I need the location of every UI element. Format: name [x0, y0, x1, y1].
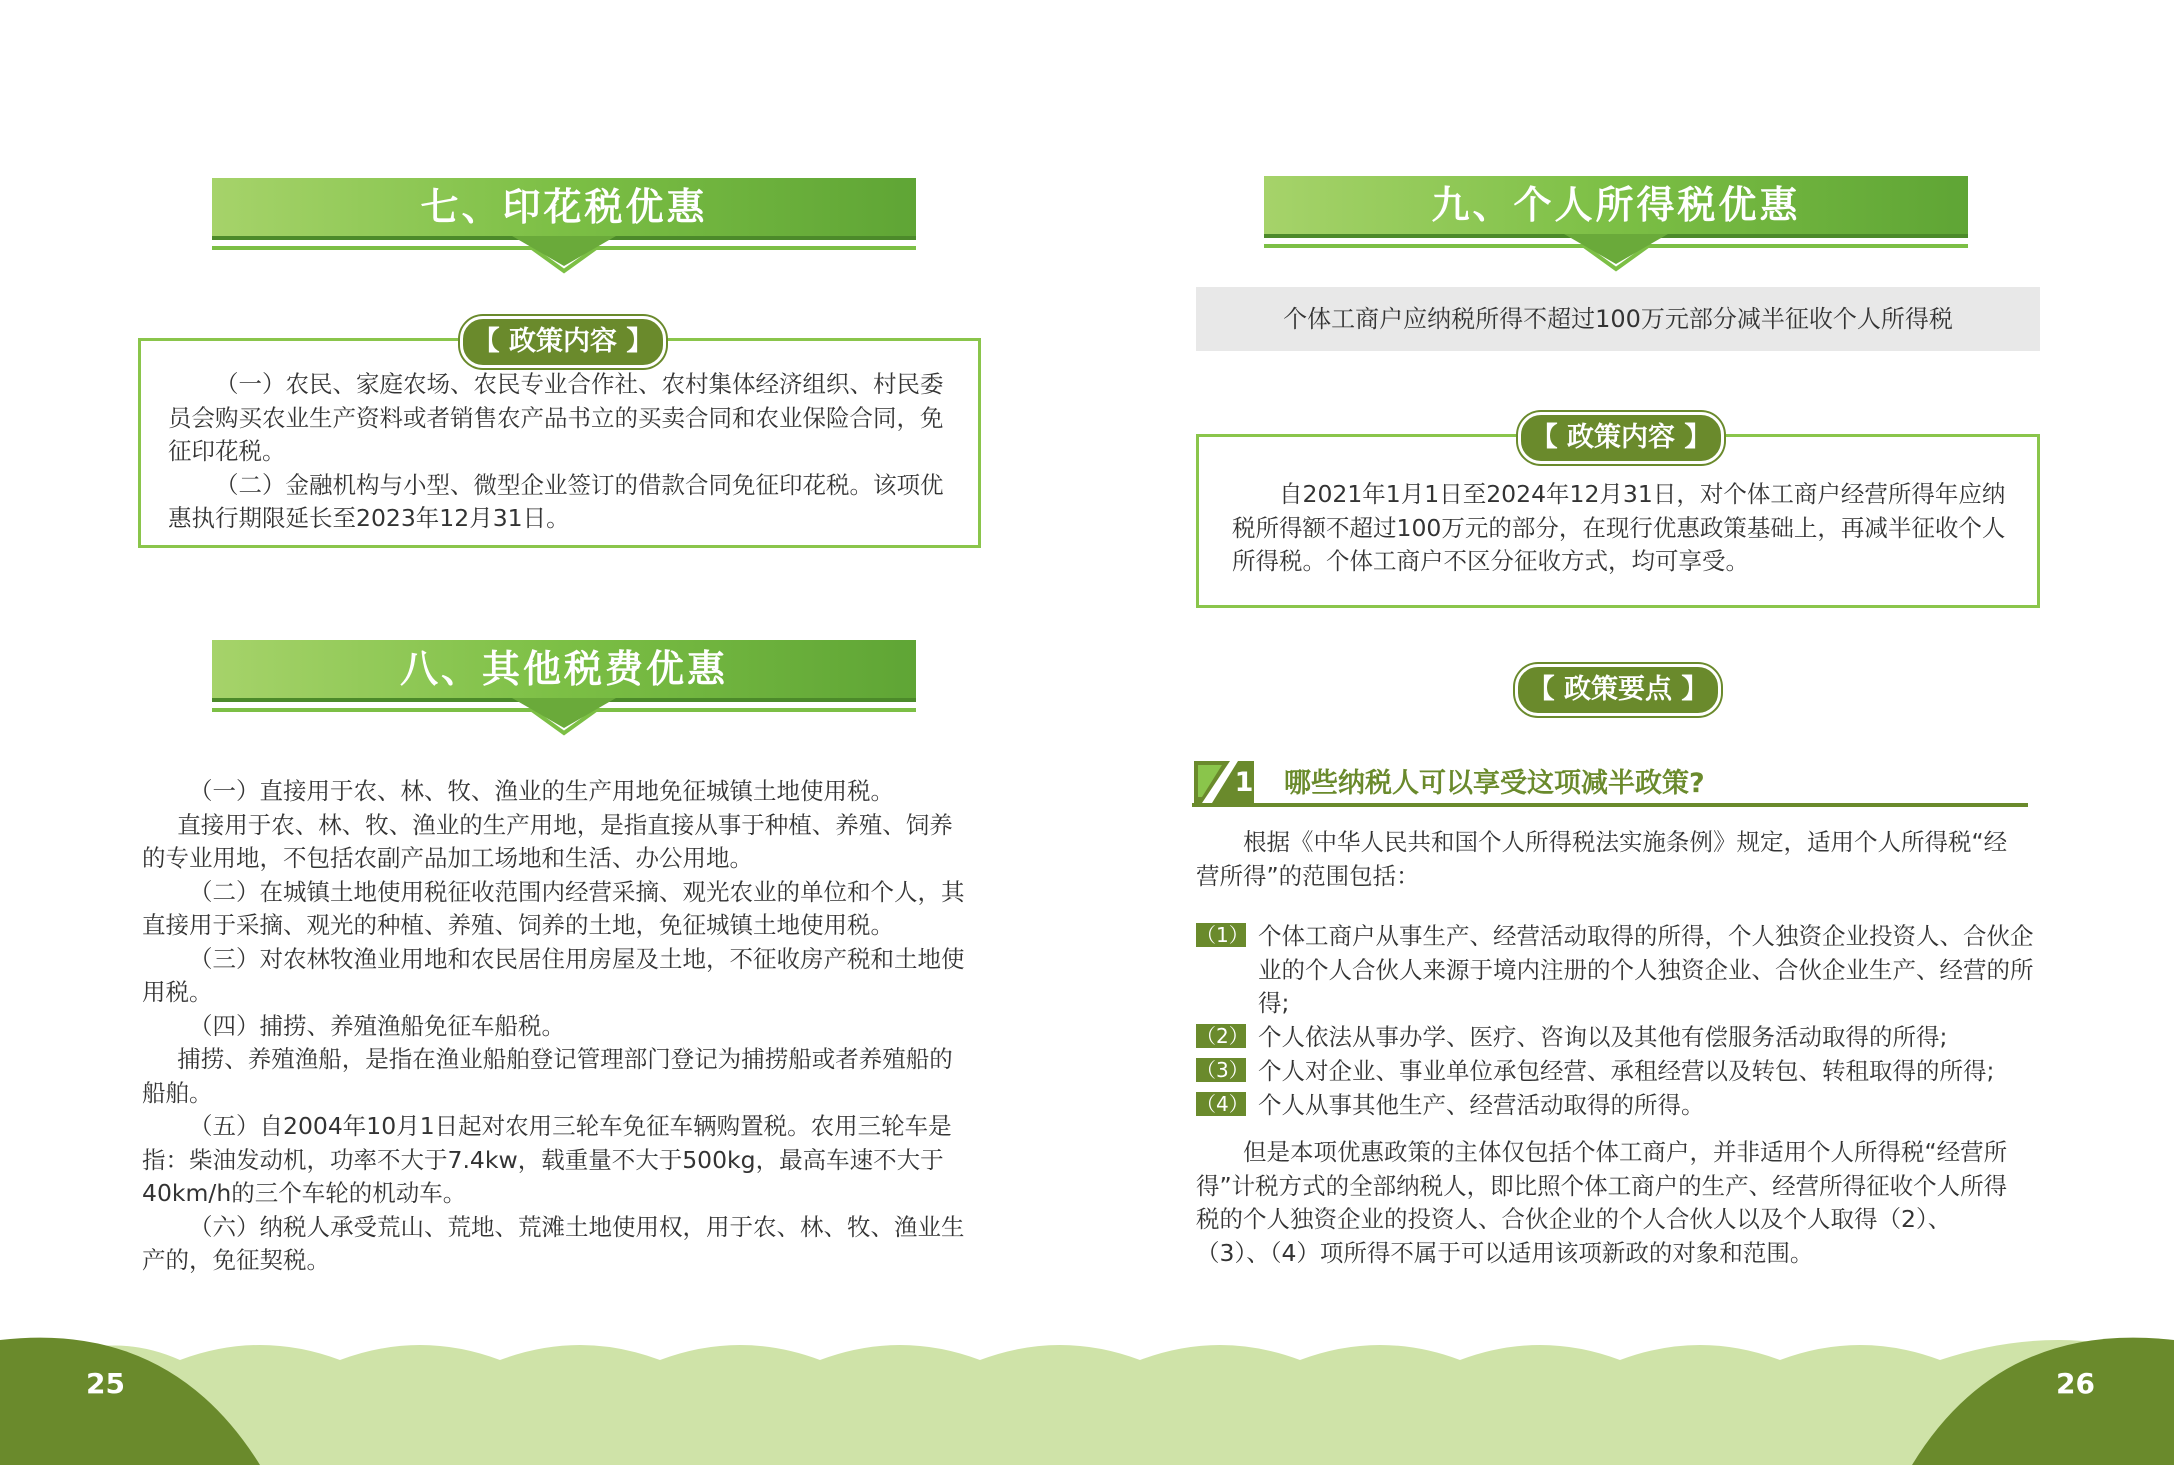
text-line: 员会购买农业生产资料或者销售农产品书立的买卖合同和农业保险合同，免	[168, 403, 944, 432]
intro-text	[1196, 826, 2046, 893]
text-line: 直接用于农、林、牧、渔业的生产用地，是指直接从事于种植、养殖、饲养	[177, 810, 953, 839]
question-heading	[1192, 757, 2032, 807]
text-line: 个人依法从事办学、医疗、咨询以及其他有偿服务活动取得的所得;	[1258, 1023, 1948, 1051]
text-line: 根据《中华人民共和国个人所得税法实施条例》规定，适用个人所得税“经	[1243, 828, 2008, 856]
text-line: 得;	[1258, 989, 1290, 1017]
text-line: 自2021年1月1日至2024年12月31日，对个体工商户经营所得年应纳	[1279, 480, 2006, 508]
text-line: 用税。	[142, 978, 213, 1006]
text-line: （六）纳税人承受荒山、荒地、荒滩土地使用权，用于农、林、牧、渔业生	[189, 1212, 965, 1241]
text-line: （一）直接用于农、林、牧、渔业的生产用地免征城镇土地使用税。	[189, 777, 894, 805]
page-number-right: 26	[2056, 1367, 2095, 1400]
text-line: 40km/h的三个车轮的机动车。	[142, 1179, 467, 1207]
text-line: 个人对企业、事业单位承包经营、承租经营以及转包、转租取得的所得;	[1258, 1057, 1995, 1085]
question-text: 哪些纳税人可以享受这项减半政策?	[1284, 768, 1705, 799]
bottom-wave-decoration	[0, 1300, 2174, 1465]
text-line: 征印花税。	[168, 437, 286, 465]
item-text	[1258, 1021, 2046, 1055]
text-line: 个体工商户从事生产、经营活动取得的所得，个人独资企业投资人、合伙企	[1258, 922, 2034, 950]
text-line: 直接用于采摘、观光的种植、养殖、饲养的土地，免征城镇土地使用税。	[142, 911, 894, 939]
section7-policy-tag: 【 政策内容 】	[460, 316, 666, 368]
question-number: 1	[1234, 767, 1254, 798]
text-line: （3）、（4）项所得不属于可以适用该项新政的对象和范围。	[1196, 1238, 1814, 1267]
text-line: 的专业用地，不包括农副产品加工场地和生活、办公用地。	[142, 844, 753, 872]
section7-title: 七、印花税优惠	[420, 185, 708, 229]
text-line: （五）自2004年10月1日起对农用三轮车免征车辆购置税。农用三轮车是	[189, 1112, 952, 1140]
text-line: （三）对农林牧渔业用地和农民居住用房屋及土地，不征收房产税和土地使	[189, 944, 965, 973]
text-line: 产的，免征契税。	[142, 1246, 330, 1274]
item-number: （2）	[1196, 1024, 1249, 1048]
text-line: 捕捞、养殖渔船，是指在渔业船舶登记管理部门登记为捕捞船或者养殖船的	[177, 1045, 953, 1073]
item-number: （3）	[1196, 1058, 1249, 1082]
text-line: 船舶。	[142, 1078, 213, 1107]
section8-banner	[212, 640, 916, 750]
list-item	[1196, 1089, 2046, 1123]
item-text	[1258, 920, 2046, 1021]
section9-summary: 个体工商户应纳税所得不超过100万元部分减半征收个人所得税	[1196, 287, 2040, 351]
section8-text	[142, 775, 992, 1278]
item-text	[1258, 1055, 2046, 1089]
section9-policy-tag: 【 政策内容 】	[1518, 412, 1724, 464]
page-number-left: 25	[86, 1367, 125, 1400]
text-line: 个人从事其他生产、经营活动取得的所得。	[1258, 1091, 1705, 1119]
policy-points-tag: 【 政策要点 】	[1515, 664, 1721, 716]
section7-text	[168, 368, 958, 536]
section8-title: 八、其他税费优惠	[399, 647, 728, 691]
text-line: （二）金融机构与小型、微型企业签订的借款合同免征印花税。该项优	[215, 470, 944, 499]
list-item	[1196, 1021, 2046, 1055]
section9-text	[1232, 478, 2022, 579]
list-item	[1196, 1055, 2046, 1089]
text-line: 所得税。个体工商户不区分征收方式，均可享受。	[1232, 547, 1749, 575]
list-item	[1196, 920, 2046, 1021]
text-line: 得”计税方式的全部纳税人，即比照个体工商户的生产、经营所得征收个人所得	[1196, 1171, 2008, 1200]
text-line: 税所得额不超过100万元的部分，在现行优惠政策基础上，再减半征收个人	[1232, 513, 2006, 542]
text-line: （一）农民、家庭农场、农民专业合作社、农村集体经济组织、村民委	[215, 370, 944, 398]
text-line: （二）在城镇土地使用税征收范围内经营采摘、观光农业的单位和个人，其	[189, 877, 965, 906]
question-underline	[1192, 803, 2028, 807]
text-line: 营所得”的范围包括：	[1196, 861, 1420, 890]
text-line: 业的个人合伙人来源于境内注册的个人独资企业、合伙企业生产、经营的所	[1258, 955, 2034, 984]
section7-banner	[212, 178, 916, 288]
item-number: （4）	[1196, 1092, 1249, 1116]
section9-banner	[1264, 176, 1968, 286]
text-line: 指：柴油发动机，功率不大于7.4kw，载重量不大于500kg，最高车速不大于	[142, 1145, 944, 1174]
text-line: 但是本项优惠政策的主体仅包括个体工商户，并非适用个人所得税“经营所	[1243, 1138, 2008, 1166]
text-line: 税的个人独资企业的投资人、合伙企业的个人合伙人以及个人取得（2）、	[1196, 1205, 1952, 1233]
text-line: （四）捕捞、养殖渔船免征车船税。	[189, 1011, 565, 1040]
item-number: （1）	[1196, 923, 1249, 947]
conclusion-text	[1196, 1136, 2046, 1270]
section9-title: 九、个人所得税优惠	[1431, 183, 1801, 227]
item-text	[1258, 1089, 2046, 1123]
text-line: 惠执行期限延长至2023年12月31日。	[168, 504, 570, 532]
